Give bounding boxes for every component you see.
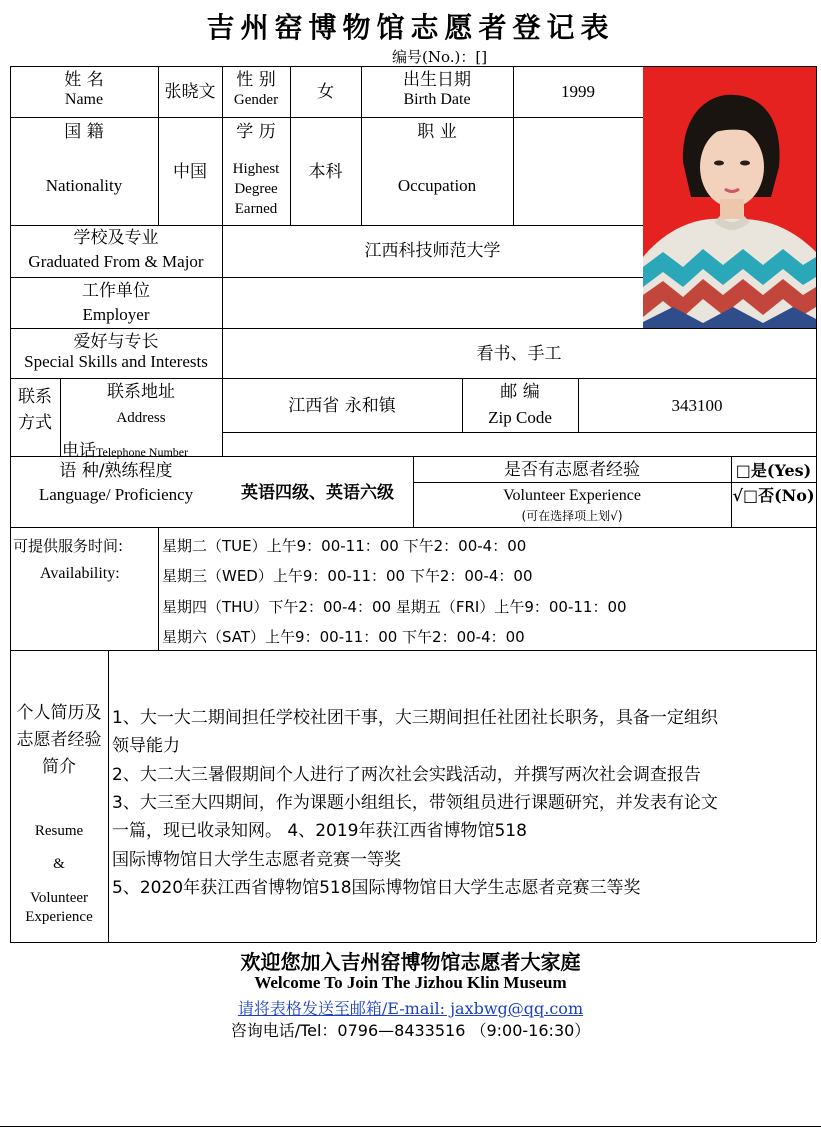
resume-line: 2、大二大三暑假期间个人进行了两次社会实践活动，并撰写两次社会调查报告 (112, 765, 701, 785)
zip-value: 343100 (671, 396, 723, 415)
nationality-label-en: Nationality (45, 176, 123, 195)
footer-email-link[interactable]: 请将表格发送至邮箱/E-mail: jaxbwg@qq.com (237, 999, 584, 1018)
language-value: 英语四级、英语六级 (241, 483, 394, 503)
gender-value: 女 (317, 82, 334, 102)
address-label: 联系地址 Address (107, 382, 175, 426)
volunteer-experience-label-cn: 是否有志愿者经验 (504, 460, 640, 480)
availability-slot: 星期六（SAT）上午9：00-11：00 下午2：00-4：00 (162, 628, 525, 646)
name-label: 姓 名 Name (64, 70, 104, 108)
skills-value: 看书、手工 (476, 344, 562, 364)
form-title: 吉州窑博物馆志愿者登记表 (206, 11, 615, 44)
resume-line: 3、大三至大四期间，作为课题小组组长，带领组员进行课题研究，并发表有论文 (112, 793, 718, 813)
availability-label-en: Availability: (40, 565, 120, 582)
skills-label: 爱好与专长 Special Skills and Interests (24, 332, 208, 371)
resume-line: 国际博物馆日大学生志愿者竞赛一等奖 (112, 850, 401, 870)
degree-label: 学 历 Highest Degree Earned (232, 122, 280, 217)
resume-label: 个人简历及 志愿者经验 简介 Resume & Volunteer Experience (16, 703, 102, 925)
birth-label: 出生日期 Birth Date (403, 70, 471, 108)
availability-label-cn: 可提供服务时间: (13, 537, 124, 555)
page-bottom-divider (0, 1126, 821, 1127)
nationality-value: 中国 (173, 162, 207, 182)
name-value: 张晓文 (164, 82, 216, 102)
resume-line: 1、大一大二期间担任学校社团干事，大三期间担任社团社长职务，具备一定组织 (112, 708, 718, 728)
phone-label: 电话Telephone Number (62, 441, 189, 461)
availability-slot: 星期二（TUE）上午9：00-11：00 下午2：00-4：00 (162, 537, 527, 555)
availability-slot: 星期三（WED）上午9：00-11：00 下午2：00-4：00 (162, 567, 533, 585)
footer-welcome-en: Welcome To Join The Jizhou Klin Museum (254, 973, 567, 992)
occupation-label-cn: 职 业 (417, 122, 457, 142)
resume-line: 一篇，现已收录知网。 4、2019年获江西省博物馆518 (112, 821, 527, 841)
school-value: 江西科技师范大学 (364, 241, 501, 261)
volunteer-no-checkbox[interactable]: √□否(No) (732, 486, 815, 505)
nationality-label-cn: 国 籍 (64, 122, 104, 142)
footer-welcome-cn: 欢迎您加入吉州窑博物馆志愿者大家庭 (240, 950, 581, 974)
school-label: 学校及专业 Graduated From & Major (28, 228, 204, 271)
resume-line: 领导能力 (112, 736, 180, 756)
serial-number: 编号(No.)：[] (392, 48, 488, 66)
applicant-photo (643, 67, 816, 328)
volunteer-experience-note: (可在选择项上划√) (521, 509, 623, 523)
portrait-image (643, 67, 816, 328)
birth-value: 1999 (561, 82, 595, 101)
gender-label: 性 别 Gender (233, 70, 279, 108)
zip-label: 邮 编 Zip Code (488, 382, 552, 427)
volunteer-yes-checkbox[interactable]: □是(Yes) (735, 461, 812, 480)
resume-line: 5、2020年获江西省博物馆518国际博物馆日大学生志愿者竞赛三等奖 (112, 878, 641, 898)
degree-value: 本科 (308, 162, 343, 182)
volunteer-experience-label-en: Volunteer Experience (503, 487, 641, 504)
availability-slot: 星期四（THU）下午2：00-4：00 星期五（FRI）上午9：00-11：00 (162, 598, 627, 616)
footer-phone: 咨询电话/Tel：0796—8433516 （9:00-16:30） (230, 1021, 591, 1040)
language-label: 语 种/熟练程度 Language/ Proficiency (38, 461, 194, 504)
address-value: 江西省 永和镇 (288, 396, 396, 416)
employer-label: 工作单位 Employer (82, 281, 150, 324)
contact-label: 联系 方式 (18, 387, 52, 433)
occupation-label-en: Occupation (397, 176, 477, 195)
